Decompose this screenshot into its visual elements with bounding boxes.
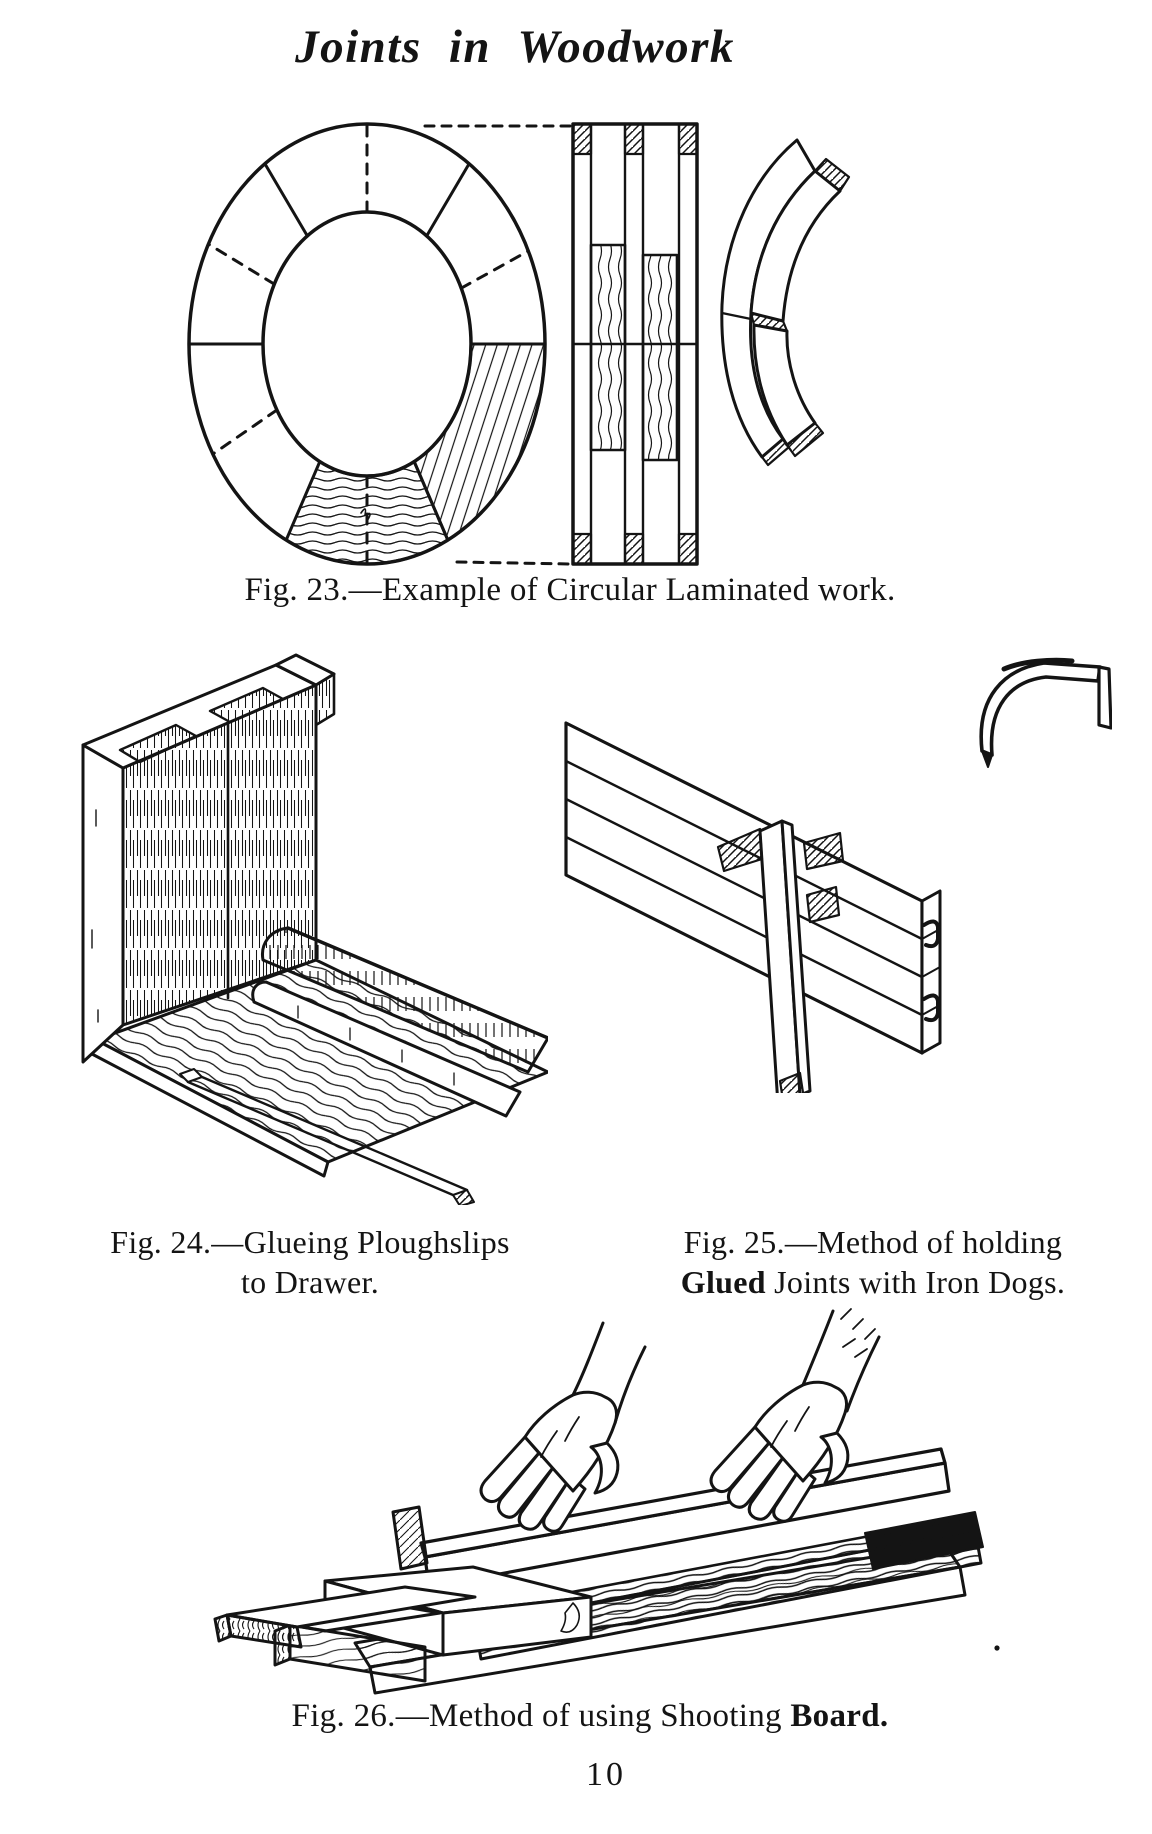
fig25-caption-line2: Glued Joints with Iron Dogs. [680,1264,1066,1300]
fig25-illustration [552,633,1112,1093]
fig23-caption: Fig. 23.—Example of Circular Laminated work. [244,572,896,608]
page-title: Joints in Woodwork [295,21,735,73]
fig24-caption-line2: to Drawer. [240,1264,380,1300]
fig24-caption [70,1222,550,1302]
page-number: 10 [586,1756,626,1793]
fig25-caption-line1: Fig. 25.—Method of holding [683,1224,1063,1260]
fig23-illustration [185,115,855,570]
fig26-caption: Fig. 26.—Method of using Shooting Board. [291,1698,889,1734]
fig24-illustration [58,630,548,1205]
fig24-caption-line1: Fig. 24.—Glueing Ploughslips [110,1224,510,1260]
fig26-illustration [175,1295,1035,1695]
fig25-caption [628,1222,1118,1302]
